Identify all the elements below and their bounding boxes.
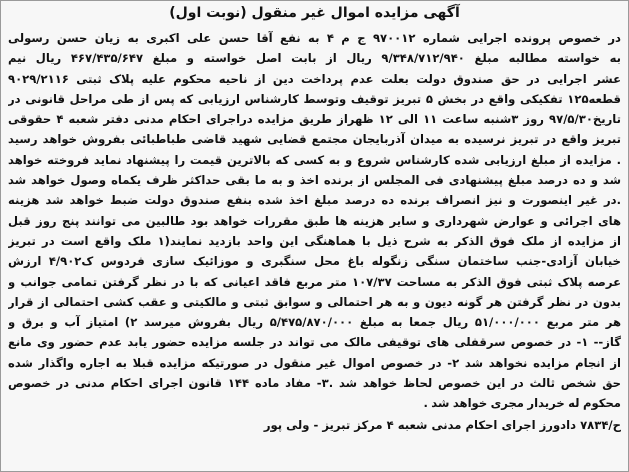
notice-signature: ح/۷۸۳۴ دادورز اجرای احکام مدنی شعبه ۴ مرکز تبریز - ولی پور — [263, 417, 621, 432]
notice-line: حق شخص ثالث در این خصوص لحاظ خواهد شد .۳- مفاد ماده ۱۴۴ قانون اجرای احکام مدنی در خصوص — [8, 376, 621, 391]
notice-line: به خواسته مطالبه مبلغ ۹/۳۴۸/۷۱۲/۹۴۰ ریال از بابت اصل خواسته و مبلغ ۴۶۷/۴۳۵/۶۴۷ ریال نیم — [8, 51, 621, 66]
notice-line: عرصه پلاک ثبتی فوق الذکر به مساحت ۱۰۷/۳۷ متر مربع فاقد اعیانی که با در نظر گرفتن تمامی جوانب و — [8, 274, 621, 289]
notice-line: از مزایده از ملک فوق الذکر به شرح ذیل با هماهنگی این واحد بازدید نمایند(۱ ملک واقع است در تبریز — [8, 233, 621, 248]
notice-line: گاز-- ۱- در خصوص سرقفلی های توقیفی مالک می تواند در جلسه مزایده حضور یابد عدم حضور وی مانع — [8, 335, 621, 350]
notice-line: های اجرائی و عوارض شهرداری و سایر هزینه ها طبق مقررات خواهد بود طالبین می توانند پنج روز قبل — [8, 213, 621, 228]
notice-line: محکوم له خریدار مجری خواهد شد . — [423, 396, 621, 411]
notice-line: عشر اجرایی در حق صندوق دولت بعلت عدم پرداخت دین از ناحیه محکوم علیه پلاک ثبتی ۹۰۲۹/۲۱۱۶ — [8, 71, 621, 86]
notice-line: از انجام مزایده نخواهد شد ۲- در خصوص اموال غیر منقول در صورتیکه مزایده قبلا به اجاره واگذار شده — [8, 355, 621, 370]
notice-line: قطعه۱۲۵ تفکیکی واقع در بخش ۵ تبریز توقیف وتوسط کارشناس ارزیابی که پس از طی مراحل قانونی در — [8, 91, 621, 106]
notice-line: شد و ده درصد مبلغ پیشنهادی فی المجلس از برنده اخذ و به ما بقی حداکثر ظرف یکماه وصول خواهد شد — [8, 173, 621, 188]
notice-line: بدون در نظر گرفتن هر گونه دیون و به هر احتمالی و سوابق ثبتی و مالکیتی و عقب کشی احتمالی از قرار — [8, 294, 621, 309]
notice-line: خیابان آزادی-جنب ساختمان سنگی زنگوله باغ محل سنگبری و موزائیک سازی فردوس ک۴/۹۰۲ ارزش — [8, 254, 621, 269]
notice-title: آگهی مزایده اموال غیر منقول (نوبت اول) — [169, 5, 460, 21]
notice-line: هر متر مربع ۵۱/۰۰۰/۰۰۰ ریال جمعا به مبلغ ۵/۴۷۵/۸۷۰/۰۰۰ ریال بفروش میرسد ۲) امتیاز آب و برق و — [8, 315, 621, 330]
notice-line: تاریخ۹۷/۵/۳۰ روز ۳شنبه ساعت ۱۱ الی ۱۲ ظهراز طریق مزایده دراجرای احکام مدنی دفتر شعبه ۴ حقوقی — [8, 112, 621, 127]
notice-line: در خصوص پرونده اجرایی شماره ۹۷۰۰۱۲ ج م ۴ به نفع آقا حسن علی اکبری به زیان حسن رسولی — [8, 31, 621, 45]
notice-line: تبریز واقع در تبریز نرسیده به میدان آذربایجان مجتمع قضایی شهید قاضی طباطبائی بفروش خواهد رسید — [8, 132, 621, 147]
notice-line: .در غیر اینصورت و نیز انصراف برنده ده درصد مبلغ اخذ شده بنفع صندوق دولت ضبط خواهد شد هزینه — [8, 193, 621, 208]
notice-body — [8, 28, 621, 414]
notice-line: . مزایده از مبلغ ارزیابی شده کارشناس شروع و به کسی که بالاترین قیمت را پیشنهاد نماید فروخته خواهد — [8, 152, 621, 167]
